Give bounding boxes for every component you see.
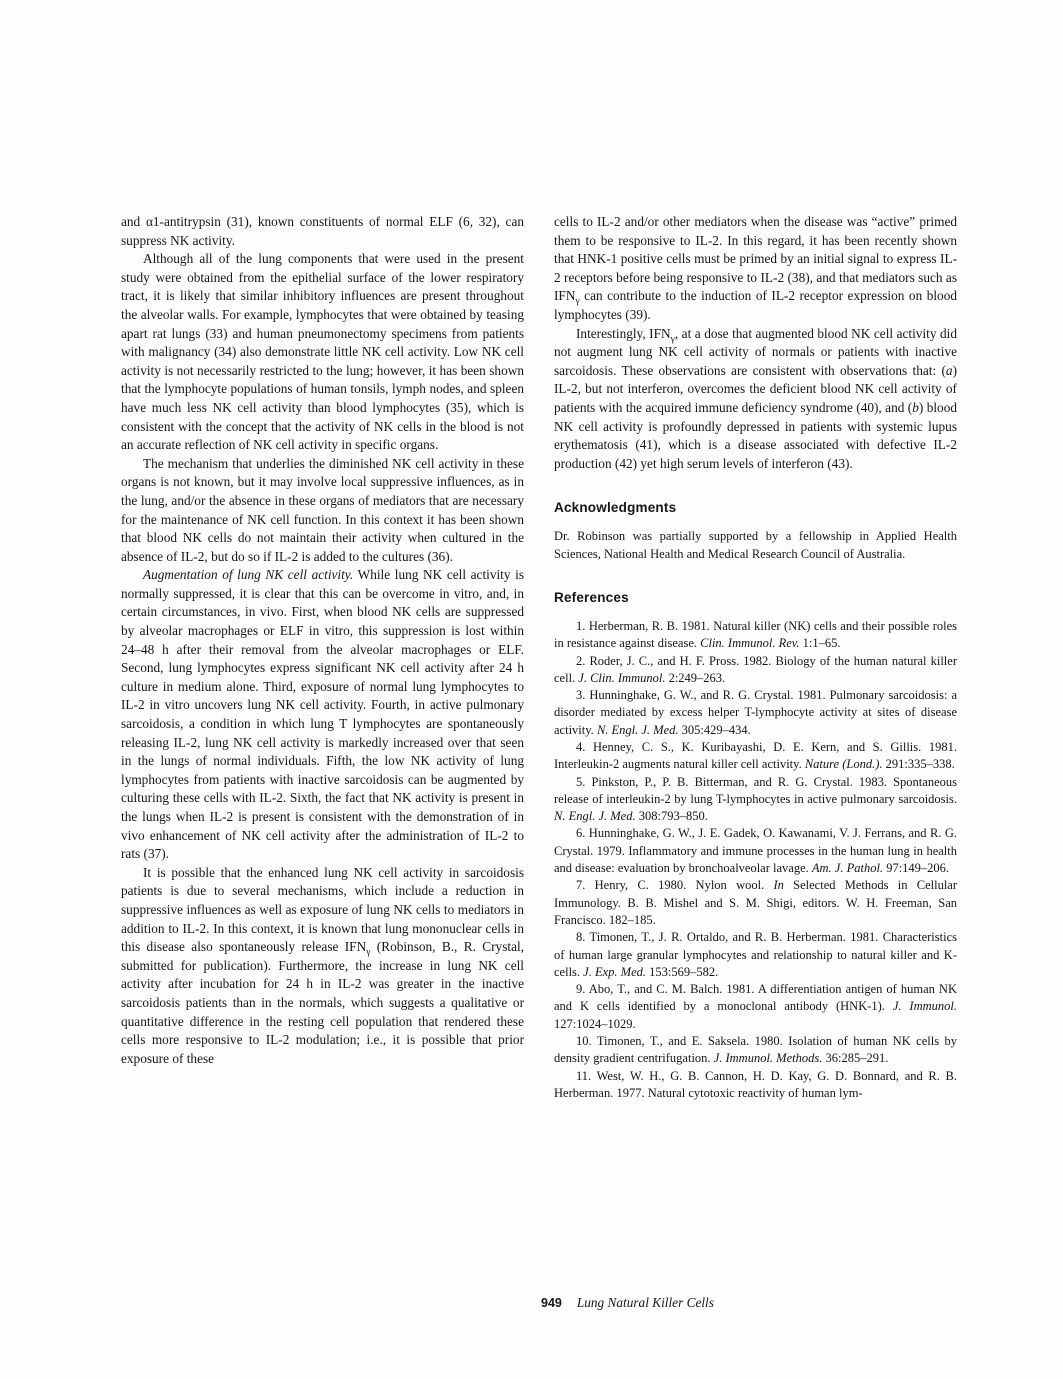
italic-text: J. Immunol. Methods.: [713, 1051, 823, 1066]
text-segment: 97:149–206.: [883, 861, 950, 876]
reference-list: [554, 618, 957, 1102]
paragraph: [121, 213, 524, 250]
italic-text: J. Clin. Immunol.: [578, 670, 666, 685]
text-segment: 3. Hunninghake, G. W., and R. G. Crystal. 1981. Pulmonary sarcoidosis: a disorder mediated by excess helper T-lymphocyte activity at sites of disease activity.: [554, 688, 957, 737]
text-segment: can contribute to the induction of IL-2 receptor expression on blood lymphocytes (39).: [554, 288, 957, 322]
references-heading: References: [554, 589, 629, 605]
reference-item: [554, 981, 957, 1033]
two-column-text-area: [121, 213, 957, 1102]
italic-text: J. Immunol.: [892, 999, 957, 1014]
italic-text: a: [945, 362, 953, 378]
italic-text: Am. J. Pathol.: [811, 861, 884, 876]
text-segment: 2. Roder, J. C., and H. F. Pross. 1982. Biology of the human natural killer cell.: [554, 653, 957, 685]
subscript-text: γ: [575, 296, 580, 308]
reference-item: [554, 825, 957, 877]
text-segment: (Robinson, B., R. Crystal, submitted for publication). Furthermore, the increase in lung NK cell activity after incubation for 24 h in IL-2 was greater in the inactive sarcoidosis patients than in the normals, which suggests a qualitative or quantitative difference in the resting cell population that rendered these cells more responsive to IL-2 modulation; i.e., it is possible that prior exposure of these: [121, 939, 524, 1066]
text-segment: 4. Henney, C. S., K. Kuribayashi, D. E. Kern, and S. Gillis. 1981. Interleukin-2 augments natural killer cell activity.: [554, 739, 957, 772]
text-segment: 5. Pinkston, P., P. B. Bitterman, and R. G. Crystal. 1983. Spontaneous release of interleukin-2 by lung T-lymphocytes in active pulmonary sarcoidosis.: [554, 774, 957, 806]
reference-item: [554, 877, 957, 929]
left-column: [121, 213, 524, 1102]
text-segment: 1. Herberman, R. B. 1981. Natural killer (NK) cells and their possible roles in resistance against disease.: [554, 618, 957, 651]
subscript-text: γ: [670, 333, 675, 345]
text-segment: 127:1024–1029.: [554, 1016, 636, 1031]
text-segment: 153:569–582.: [646, 964, 719, 979]
reference-item: [554, 739, 957, 774]
text-segment: Interestingly, IFN: [576, 325, 671, 341]
text-segment: 8. Timonen, T., J. R. Ortaldo, and R. B. Herberman. 1981. Characteristics of human large granular lymphocytes and relationship to natural killer and K-cells.: [554, 930, 957, 979]
paragraph: [121, 250, 524, 455]
acknowledgments-body: [554, 528, 957, 563]
running-title: Lung Natural Killer Cells: [576, 1295, 714, 1310]
italic-text: N. Engl. J. Med.: [554, 809, 636, 824]
text-segment: ) blood NK cell activity is profoundly depressed in patients with systemic lupus erythematosis (41), which is a disease associated with defective IL-2 production (42) yet high serum levels of interferon (43).: [554, 399, 957, 471]
text-segment: cells to IL-2 and/or other mediators when the disease was “active” primed them to be responsive to IL-2. In this regard, it has been recently shown that HNK-1 positive cells must be primed by an initial signal to express IL-2 receptors before being responsive to IL-2 (38), and that mediators such as IFN: [554, 214, 957, 304]
text-segment: The mechanism that underlies the diminished NK cell activity in these organs is not known, but it may involve local suppressive influences, as in the lung, and/or the absence in these organs of mediators that are necessary for the maintenance of NK cell function. In this context it has been shown that blood NK cells do not maintain their activity when cultured in the absence of IL-2, but do so if IL-2 is added to the cultures (36).: [121, 455, 524, 564]
paragraph: [121, 566, 524, 864]
reference-item: [554, 618, 957, 653]
italic-text: Nature (Lond.).: [804, 757, 883, 772]
text-segment: 308:793–850.: [635, 809, 708, 824]
paragraph: [554, 325, 957, 474]
subscript-text: γ: [366, 946, 371, 958]
italic-text: N. Engl. J. Med.: [596, 722, 679, 737]
text-segment: , at a dose that augmented blood NK cell activity did not augment lung NK cell activity of normals or patients with inactive sarcoidosis. These observations are consistent with observations that: (: [554, 325, 957, 378]
text-segment: While lung NK cell activity is normally suppressed, it is clear that this can be overcome in vitro, and, in certain circumstances, in vivo. First, when blood NK cells are suppressed by alveolar macrophages or ELF in vitro, this suppression is lost within 24–48 h after their removal from the alveolar macrophages or ELF. Second, lung lymphocytes express significant NK cell activity after 24 h culture in medium alone. Third, exposure of normal lung lymphocytes to IL-2 in vitro uncovers lung NK cell activity. Fourth, in active pulmonary sarcoidosis, a condition in which lung T lymphocytes are spontaneously releasing IL-2, lung NK cell activity is markedly increased over that seen in the lungs of normal individuals. Fifth, the low NK activity of lung lymphocytes from patients with inactive sarcoidosis can be augmented by culturing these cells with IL-2. Sixth, the fact that NK activity is present in the lungs when IL-2 is present is consistent with the demonstration of in vivo enhancement of NK cell activity after the administration of IL-2 to rats (37).: [121, 567, 524, 862]
text-segment: Although all of the lung components that were used in the present study were obtained from the epithelial surface of the lower respiratory tract, it is likely that similar inhibitory influences are present throughout the alveolar walls. For example, lymphocytes that were obtained by teasing apart rat lungs (33) and human pneumonectomy specimens from patients with malignancy (34) also demonstrate little NK cell activity. Low NK cell activity is not necessarily restricted to the lung; however, it has been shown that the lymphocyte populations of human tonsils, lymph nodes, and spleen have much less NK cell activity than blood lymphocytes (35), which is consistent with the concept that the activity of NK cells in the blood is not an accurate reflection of NK cell activity in specific organs.: [121, 251, 524, 453]
italic-text: b: [912, 399, 919, 415]
text-segment: 7. Henry, C. 1980. Nylon wool.: [576, 878, 774, 893]
paragraph: [121, 864, 524, 1069]
paragraph: [554, 213, 957, 325]
text-segment: Dr. Robinson was partially supported by a fellowship in Applied Health Sciences, National Health and Medical Research Council of Australia.: [554, 529, 957, 561]
acknowledgments-heading: Acknowledgments: [554, 500, 677, 516]
right-column-body: [554, 213, 957, 473]
text-segment: 6. Hunninghake, G. W., J. E. Gadek, O. Kawanami, V. J. Ferrans, and R. G. Crystal. 1979. Inflammatory and immune processes in the human lung in health and disease: evaluation by bronchoalveolar lavage.: [554, 826, 957, 876]
acknowledgments-paragraph: [554, 528, 957, 563]
italic-text: Augmentation of lung NK cell activity.: [143, 567, 354, 583]
text-segment: 36:285–291.: [822, 1051, 889, 1066]
text-segment: 9. Abo, T., and C. M. Balch. 1981. A differentiation antigen of human NK and K cells identified by a monoclonal antibody (HNK-1).: [554, 982, 957, 1014]
reference-item: [554, 653, 957, 688]
italic-text: Clin. Immunol. Rev.: [700, 636, 800, 651]
text-segment: 1:1–65.: [799, 636, 841, 651]
text-segment: and α1-antitrypsin (31), known constituents of normal ELF (6, 32), can suppress NK activity.: [121, 214, 524, 248]
italic-text: In: [773, 878, 784, 893]
right-column: [554, 213, 957, 1102]
reference-item: [554, 774, 957, 826]
text-segment: 10. Timonen, T., and E. Saksela. 1980. Isolation of human NK cells by density gradient centrifugation.: [554, 1034, 957, 1066]
paragraph: [121, 455, 524, 567]
text-segment: 2:249–263.: [665, 670, 726, 685]
page-footer: [541, 1294, 714, 1312]
reference-item: [554, 929, 957, 981]
text-segment: 11. West, W. H., G. B. Cannon, H. D. Kay, G. D. Bonnard, and R. B. Herberman. 1977. Natural cytotoxic reactivity of human lym-: [554, 1068, 957, 1100]
reference-item: [554, 687, 957, 739]
text-segment: 305:429–434.: [678, 722, 751, 737]
text-segment: It is possible that the enhanced lung NK cell activity in sarcoidosis patients is due to several mechanisms, which include a reduction in suppressive influences as well as exposure of lung NK cells to mediators in addition to IL-2. In this context, it is known that lung mononuclear cells in this disease also spontaneously release IFN: [121, 864, 524, 955]
reference-item: [554, 1068, 957, 1103]
text-segment: ) IL-2, but not interferon, overcomes the deficient blood NK cell activity of patients with the acquired immune deficiency syndrome (40), and (: [554, 362, 957, 415]
text-segment: 291:335–338.: [882, 757, 955, 772]
italic-text: J. Exp. Med.: [583, 964, 646, 979]
page-number: 949: [541, 1296, 562, 1310]
text-segment: Selected Methods in Cellular Immunology. B. B. Mishel and S. M. Shigi, editors. W. H. Freeman, San Francisco. 182–185.: [554, 878, 958, 927]
reference-item: [554, 1033, 957, 1068]
